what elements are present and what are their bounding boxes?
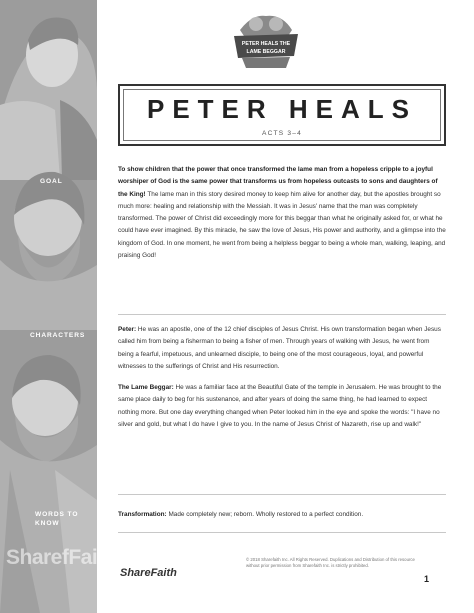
words-to-know-label: [35, 510, 78, 528]
goal-statement: To show children that the power that once transformed the lame man from a hopeless cripple to a joyful worshiper of God is the same power that transforms us from hopeless outcasts to sons and daughters of the King!: [118, 166, 438, 198]
brand-logo: ShareFaith: [120, 567, 177, 579]
badge-line2: LAME BEGGAR: [246, 49, 286, 55]
goal-body: The lame man in this story desired money to keep him alive for another day, but the apostles brought so much more: healing and relationship with the Messiah. It was in Jesus' name that the man was completely transformed. The power of Christ did exceedingly more for this beggar than what he originally asked for, or what he could have ever imagined. By this miracle, he saw the love of Jesus, His power and authority, and a glimpse into the kingdom of God. In one moment, he went from being a helpless beggar to being a whole man, walking, leaping, and praising God!: [118, 190, 446, 260]
word-definition: Made completely new; reborn. Wholly restored to a perfect condition.: [168, 511, 364, 518]
characters-section: [118, 324, 446, 440]
characters-label: CHARACTERS: [30, 332, 86, 339]
words-pointer-icon: [97, 509, 104, 519]
character-name: The Lame Beggar:: [118, 384, 174, 392]
words-label-line1: WORDS TO: [35, 511, 79, 518]
words-label-line2: KNOW: [35, 520, 60, 527]
character-description: He was an apostle, one of the 12 chief disciples of Jesus Christ. His own transformation began when Jesus called him from being a fisherman to being a fisher of men. Through years of walking with Jesus, he went from being a fearful, impetuous, and unlearned disciple, to being one of the most courageous, loyal, and powerful witnesses to the sufferings of Christ and His resurrection.: [118, 326, 441, 370]
character-entry: [118, 382, 446, 431]
goal-label: GOAL: [40, 178, 63, 185]
title-box: [118, 84, 446, 146]
character-entry: [118, 324, 446, 373]
watermark-logo: SharefFaith: [6, 546, 117, 569]
section-divider: [118, 494, 446, 495]
story-badge-icon: [232, 12, 300, 72]
copyright-notice: © 2018 Sharefaith Inc. All Rights Reserved. Duplications and Distribution of this resource without prior permission from Sharefaith Inc. is strictly prohibited.: [246, 557, 415, 569]
goal-section: [118, 164, 446, 262]
section-divider: [118, 532, 446, 533]
word-term: Transformation:: [118, 511, 167, 518]
character-name: Peter:: [118, 326, 137, 333]
section-divider: [118, 314, 446, 315]
goal-pointer-icon: [97, 176, 104, 186]
scripture-reference: ACTS 3–4: [261, 130, 303, 137]
badge-line1: PETER HEALS THE: [241, 41, 291, 47]
character-description: He was a familiar face at the Beautiful Gate of the temple in Jerusalem. He was brought to the same place daily to beg for his sustenance, and after years of doing the same thing, he had learned to expect nothing more. But one day everything changed when Peter looked him in the eye and spoke the words: "I have no silver and gold, but what I do have I give to you. In the name of Jesus Christ of Nazareth, rise up and walk!": [118, 384, 442, 429]
page-number: 1: [424, 574, 430, 584]
characters-pointer-icon: [97, 330, 104, 340]
page-title: PETER HEALS: [146, 94, 418, 124]
sidebar-illustration: [0, 0, 117, 613]
words-section: [118, 509, 446, 521]
